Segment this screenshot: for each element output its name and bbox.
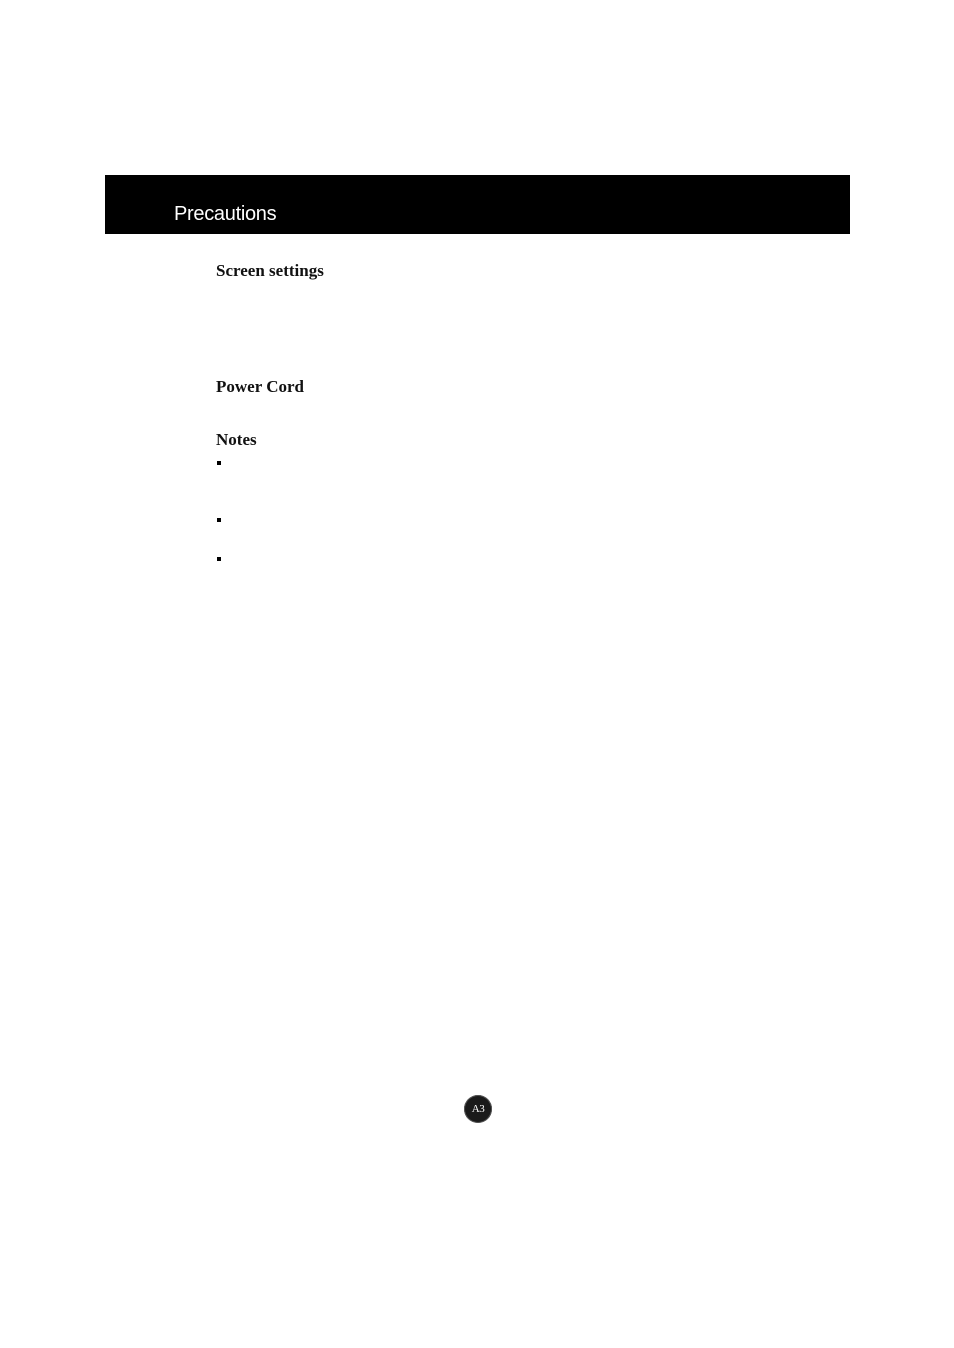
page-number: A3 — [471, 1102, 485, 1115]
header-bar — [105, 175, 850, 234]
section-heading-screen-settings: Screen settings — [216, 261, 324, 280]
page-number-badge — [464, 1095, 492, 1123]
note-bullet-icon — [217, 518, 221, 522]
section-heading-power-cord: Power Cord — [216, 377, 304, 396]
note-bullet-icon — [217, 461, 221, 465]
note-bullet-icon — [217, 557, 221, 561]
page-title: Precautions — [174, 203, 277, 225]
section-heading-notes: Notes — [216, 430, 257, 449]
